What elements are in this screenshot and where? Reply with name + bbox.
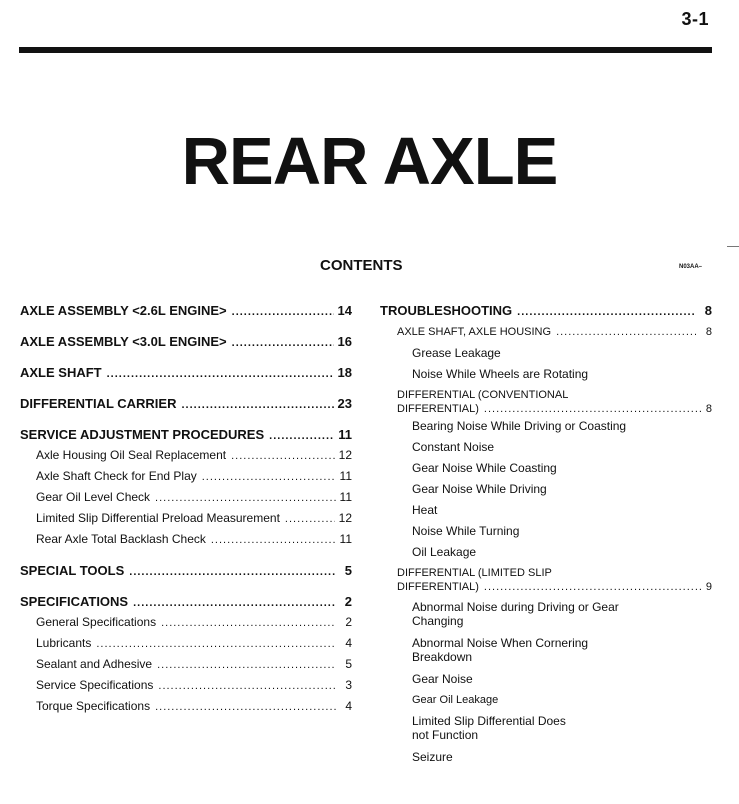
toc-entry-label: Limited Slip Differential Does	[412, 714, 566, 728]
toc-entry-differential-conventional[interactable]	[380, 388, 712, 419]
toc-entry-label: Grease Leakage	[412, 346, 501, 360]
toc-subentry[interactable]	[380, 461, 712, 482]
toc-entry-label-continued: DIFFERENTIAL)	[397, 403, 479, 415]
toc-entry-differential-carrier[interactable]	[20, 396, 352, 427]
toc-subentry[interactable]	[20, 699, 352, 720]
toc-subentry[interactable]	[380, 750, 712, 771]
dot-leader	[133, 596, 336, 611]
toc-entry-page: 4	[345, 636, 352, 650]
dot-leader	[231, 449, 335, 464]
toc-entry-page: 9	[705, 581, 712, 593]
toc-subentry[interactable]	[20, 657, 352, 678]
toc-entry-label: AXLE ASSEMBLY <3.0L ENGINE>	[20, 334, 227, 349]
toc-entry-page: 2	[345, 615, 352, 629]
toc-entry-label: AXLE ASSEMBLY <2.6L ENGINE>	[20, 303, 227, 318]
toc-entry-label: SPECIFICATIONS	[20, 594, 129, 609]
toc-subentry[interactable]	[380, 367, 712, 388]
contents-heading: CONTENTS	[320, 257, 403, 274]
toc-subentry[interactable]	[380, 714, 712, 750]
toc-entry-specifications[interactable]	[20, 594, 352, 615]
toc-entry-differential-limited-slip[interactable]	[380, 566, 712, 600]
toc-entry-page: 3	[345, 678, 352, 692]
toc-entry-label: AXLE SHAFT	[20, 365, 102, 380]
toc-entry-service-adjustment[interactable]	[20, 427, 352, 448]
toc-subentry[interactable]	[380, 636, 712, 672]
dot-leader	[285, 512, 335, 527]
toc-entry-axle-shaft-housing[interactable]	[380, 325, 712, 346]
toc-subentry[interactable]	[380, 482, 712, 503]
toc-entry-page: 8	[704, 303, 712, 318]
dot-leader	[129, 565, 336, 580]
toc-entry-label: Lubricants	[36, 636, 92, 650]
toc-entry-label-continued: Changing	[412, 614, 464, 628]
dot-leader	[181, 398, 333, 413]
toc-entry-label: Heat	[412, 503, 438, 517]
toc-subentry[interactable]	[380, 545, 712, 566]
toc-entry-axle-assembly-2-6[interactable]	[20, 303, 352, 334]
toc-entry-label: Gear Oil Leakage	[412, 694, 499, 706]
toc-subentry[interactable]	[20, 678, 352, 699]
toc-entry-label: TROUBLESHOOTING	[380, 303, 513, 318]
toc-entry-label: Constant Noise	[412, 440, 495, 454]
toc-subentry[interactable]	[20, 448, 352, 469]
toc-entry-axle-assembly-3-0[interactable]	[20, 334, 352, 365]
toc-entry-label: Gear Noise While Driving	[412, 482, 547, 496]
toc-entry-label: Abnormal Noise When Cornering	[412, 636, 589, 650]
toc-subentry[interactable]	[380, 693, 712, 714]
toc-entry-page: 16	[337, 334, 352, 349]
toc-entry-page: 11	[339, 490, 352, 504]
dot-leader	[232, 305, 334, 320]
toc-entry-label: General Specifications	[36, 615, 157, 629]
toc-subentry[interactable]	[20, 469, 352, 490]
toc-entry-label: Gear Noise	[412, 672, 473, 686]
toc-entry-label: Seizure	[412, 750, 453, 764]
toc-entry-label-continued: Breakdown	[412, 650, 473, 664]
toc-entry-page: 5	[345, 657, 352, 671]
toc-entry-label: AXLE SHAFT, AXLE HOUSING	[397, 326, 552, 338]
toc-entry-page: 11	[339, 532, 352, 546]
toc-subentry[interactable]	[20, 532, 352, 563]
dot-leader	[158, 679, 336, 694]
toc-entry-label: Axle Housing Oil Seal Replacement	[36, 448, 227, 462]
dot-leader	[161, 616, 336, 631]
toc-entry-label: SERVICE ADJUSTMENT PROCEDURES	[20, 427, 265, 442]
toc-subentry[interactable]	[20, 615, 352, 636]
dot-leader	[107, 367, 334, 382]
toc-entry-label: Oil Leakage	[412, 545, 477, 559]
toc-subentry[interactable]	[20, 636, 352, 657]
toc-entry-page: 23	[337, 396, 352, 411]
toc-entry-label: DIFFERENTIAL (CONVENTIONAL	[397, 389, 569, 401]
toc-entry-label: Noise While Turning	[412, 524, 520, 538]
toc-subentry[interactable]	[380, 672, 712, 693]
toc-entry-label: DIFFERENTIAL CARRIER	[20, 396, 177, 411]
toc-entry-page: 4	[345, 699, 352, 713]
toc-entry-label: Torque Specifications	[36, 699, 151, 713]
chapter-title: REAR AXLE	[181, 124, 558, 199]
document-code: N03AA–	[679, 264, 703, 270]
dot-leader	[155, 700, 336, 715]
toc-entry-page: 8	[705, 326, 712, 338]
toc-entry-label: Axle Shaft Check for End Play	[36, 469, 197, 483]
toc-entry-page: 2	[344, 594, 352, 609]
dot-leader	[484, 402, 702, 416]
toc-entry-label: Gear Oil Level Check	[36, 490, 151, 504]
toc-entry-label-continued: DIFFERENTIAL)	[397, 581, 479, 593]
page-number: 3-1	[681, 9, 709, 29]
dot-leader	[517, 305, 696, 320]
toc-entry-page: 8	[705, 403, 712, 415]
toc-subentry[interactable]	[380, 419, 712, 440]
dot-leader	[96, 637, 336, 652]
toc-entry-label-continued: not Function	[412, 728, 479, 742]
left-contents-column	[20, 303, 352, 720]
toc-subentry[interactable]	[380, 503, 712, 524]
dot-leader	[269, 429, 334, 444]
toc-entry-label: SPECIAL TOOLS	[20, 563, 125, 578]
toc-subentry[interactable]	[380, 346, 712, 367]
toc-subentry[interactable]	[20, 490, 352, 511]
toc-entry-special-tools[interactable]	[20, 563, 352, 594]
toc-entry-troubleshooting[interactable]	[380, 303, 712, 325]
header-rule	[19, 47, 712, 53]
toc-entry-label: Bearing Noise While Driving or Coasting	[412, 419, 627, 433]
toc-subentry[interactable]	[380, 600, 712, 636]
edge-mark	[727, 246, 739, 247]
toc-entry-label: Noise While Wheels are Rotating	[412, 367, 589, 381]
dot-leader	[211, 533, 336, 548]
toc-entry-page: 12	[338, 511, 352, 525]
toc-entry-label: DIFFERENTIAL (LIMITED SLIP	[397, 567, 552, 579]
dot-leader	[202, 470, 336, 485]
toc-entry-page: 18	[337, 365, 352, 380]
toc-subentry[interactable]	[380, 524, 712, 545]
toc-entry-label: Abnormal Noise during Driving or Gear	[412, 600, 619, 614]
dot-leader	[157, 658, 336, 673]
toc-entry-label: Gear Noise While Coasting	[412, 461, 557, 475]
dot-leader	[232, 336, 334, 351]
toc-entry-label: Rear Axle Total Backlash Check	[36, 532, 206, 546]
toc-entry-label: Service Specifications	[36, 678, 154, 692]
toc-entry-page: 11	[338, 427, 352, 442]
dot-leader	[155, 491, 335, 506]
toc-subentry[interactable]	[20, 511, 352, 532]
dot-leader	[484, 580, 702, 594]
right-contents-column	[380, 303, 712, 771]
toc-entry-label: Sealant and Adhesive	[36, 657, 153, 671]
toc-entry-page: 12	[338, 448, 352, 462]
toc-entry-page: 14	[337, 303, 352, 318]
toc-entry-axle-shaft[interactable]	[20, 365, 352, 396]
dot-leader	[556, 325, 696, 340]
toc-entry-label: Limited Slip Differential Preload Measurement	[36, 511, 280, 525]
toc-entry-page: 5	[344, 563, 352, 578]
toc-subentry[interactable]	[380, 440, 712, 461]
toc-entry-page: 11	[339, 469, 352, 483]
